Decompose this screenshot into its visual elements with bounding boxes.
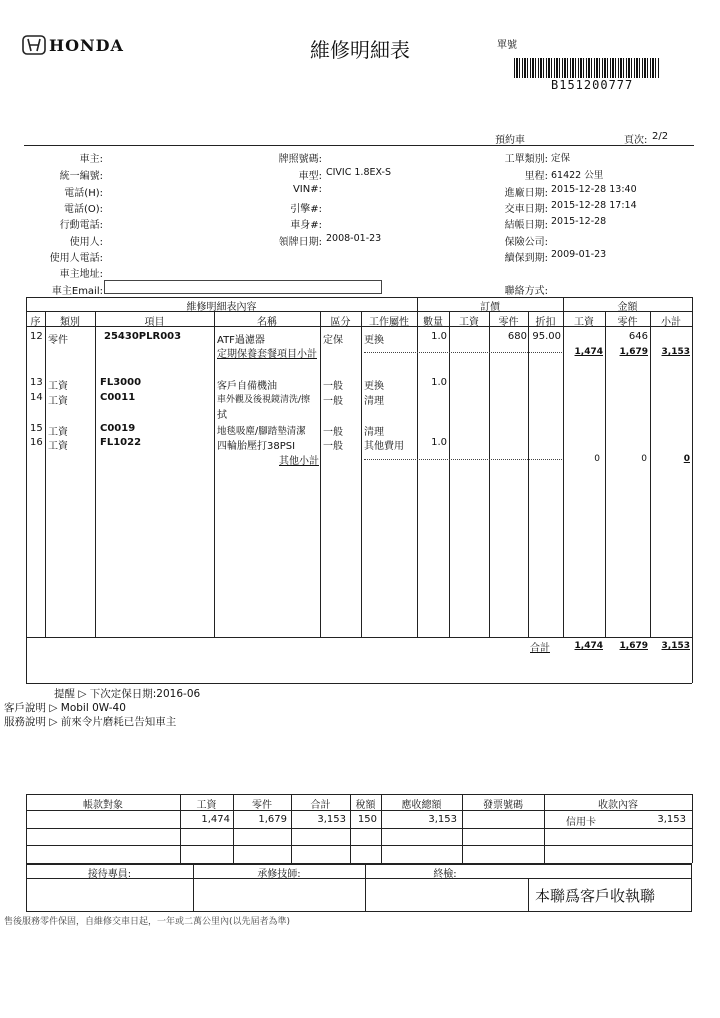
billing-tax: 150 [357,814,377,825]
row-name: 四輪胎壓打38PSI [217,441,296,452]
payment-amount: 3,153 [657,814,686,825]
other-subtotal-labor: 0 [594,454,600,464]
payment-method: 信用卡 [566,817,596,828]
billing-header-party: 帳款對象 [83,800,123,811]
col-header-amount-part: 零件 [617,317,638,328]
row-item: FL1022 [100,437,142,448]
triangle-right-icon: ▷ [78,688,87,700]
billing-right-edge [692,794,693,863]
table-right-edge [692,297,693,683]
renew-label: 續保到期: [504,253,548,264]
row-amount-part: 646 [628,331,648,342]
row-item: C0011 [100,392,136,403]
owner-email-field[interactable] [104,280,382,294]
phone-o-label: 電話(O): [63,204,103,215]
other-subtotal-sum: 0 [683,454,690,464]
license-date-label: 領牌日期: [278,237,322,248]
row-name: 地毯吸塵/腳踏墊清潔 [217,426,306,437]
warranty-note: 售後服務零件保固，自維修交車日起，一年或二萬公里內(以先屆者為準) [4,917,291,927]
user-phone-label: 使用人電話: [49,253,103,264]
row-price-part: 680 [507,331,527,342]
table-body-bottom-rule [26,637,692,638]
honda-logo [22,35,46,58]
owner-label: 車主: [79,154,103,165]
col-divider-plabor [489,311,490,637]
model-value: CIVIC 1.8EX-S [326,167,391,178]
reminder-text: 下次定保日期:2016-06 [89,688,201,700]
row-qty: 1.0 [431,331,447,342]
page-title: 維修明細表 [310,38,410,62]
row-item: C0019 [100,423,136,434]
reserve-label: 預約車 [495,135,525,146]
other-subtotal-dotted-rule [364,459,562,460]
insurance-label: 保險公司: [504,237,548,248]
brand-name: HONDA [49,36,124,55]
col-header-price-labor: 工資 [459,317,479,328]
col-header-qty: 數量 [423,317,443,328]
group-content-header: 維修明細表內容 [186,302,257,313]
row-category: 工資 [48,396,68,407]
col-divider-item [214,311,215,637]
barcode [514,58,660,78]
total-part: 1,679 [619,641,648,651]
delivery-date-label: 交車日期: [504,204,548,215]
row-item: FL3000 [100,377,142,388]
billing-row-rule-2 [26,845,692,846]
work-type-value: 定保 [551,153,571,164]
barcode-text: B151200777 [551,78,634,92]
col-divider-seq [45,311,46,637]
signature-divider [528,878,529,912]
col-divider-ppart [528,311,529,637]
honda-wing-icon [22,35,46,55]
col-divider-qty [417,297,418,637]
triangle-right-icon: ▷ [49,716,58,728]
body-label: 車身#: [290,220,322,231]
row-item: 25430PLR003 [104,331,182,342]
tax-id-label: 統一編號: [59,171,103,182]
billing-header-labor: 工資 [196,800,217,811]
subtotal-part: 1,679 [619,347,648,357]
user-label: 使用人: [69,237,103,248]
col-header-subtotal: 小計 [661,317,681,328]
total-labor: 1,474 [574,641,603,651]
customer-copy-label: 本聯爲客戶收執聯 [535,887,656,905]
col-header-amount-labor: 工資 [574,317,594,328]
owner-email-label: 車主Email: [51,286,103,297]
plate-label: 牌照號碼: [278,154,322,165]
close-date-label: 結帳日期: [504,220,548,231]
row-name: 客戶自備機油 [217,381,277,392]
row-category: 零件 [48,335,68,346]
row-qty: 1.0 [431,437,447,448]
row-attribute: 更換 [364,381,384,392]
col-divider-name [320,311,321,637]
other-subtotal-label: 其他小計 [279,456,319,467]
license-date-value: 2008-01-23 [326,233,382,244]
billing-header-tax: 稅額 [355,800,376,811]
billing-part: 1,679 [258,814,287,825]
col-divider-div [361,311,362,637]
row-seq: 14 [30,392,43,403]
col-divider-apart [650,311,651,637]
customer-note-line [4,700,126,715]
col-header-discount: 折扣 [535,317,556,328]
owner-addr-label: 車主地址: [59,269,103,280]
row-name: ATF過濾器 [217,335,265,346]
table-left-edge [26,297,27,683]
billing-header-payment: 收款內容 [598,800,638,811]
mobile-label: 行動電話: [59,220,103,231]
page-label: 頁次: [624,135,648,146]
close-date-value: 2015-12-28 [551,216,607,227]
row-division: 定保 [323,335,343,346]
mileage-label: 里程: [524,171,548,182]
row-qty: 1.0 [431,377,447,388]
customer-note-label: 客戶說明 [4,702,46,714]
group-price-header: 訂價 [480,302,500,313]
subtotal-dotted-rule [364,352,562,353]
mileage-value: 61422 公里 [551,170,604,181]
col-header-name: 名稱 [257,317,277,328]
triangle-right-icon: ▷ [49,702,58,714]
row-division: 一般 [323,396,343,407]
col-header-item: 項目 [144,317,165,328]
col-divider-qty2 [449,311,450,637]
col-header-attribute: 工作屬性 [369,317,409,328]
row-attribute: 其他費用 [364,441,404,452]
in-date-value: 2015-12-28 13:40 [551,184,637,195]
technician-label: 承修技師: [257,869,301,880]
service-note-text: 前來令片磨耗已告知車主 [60,716,177,728]
subtotal-labor: 1,474 [574,347,603,357]
billing-top-rule [26,794,692,795]
row-category: 工資 [48,427,68,438]
billing-header-invoice: 發票號碼 [483,800,523,811]
inspection-label: 終檢: [433,869,457,880]
row-category: 工資 [48,441,68,452]
total-label: 合計 [530,643,550,654]
row-name: 車外觀及後視鏡清洗/擦 [217,395,311,405]
total-sum: 3,153 [661,641,690,651]
billing-labor: 1,474 [201,814,230,825]
page-value: 2/2 [652,131,669,142]
row-seq: 12 [30,331,43,342]
in-date-label: 進廠日期: [504,188,548,199]
billing-header-part: 零件 [252,800,272,811]
model-label: 車型: [298,171,322,182]
col-header-price-part: 零件 [498,317,519,328]
reminder-line [54,686,200,701]
row-attribute: 清理 [364,427,384,438]
row-attribute: 更換 [364,335,384,346]
col-header-seq: 序 [30,317,41,328]
billing-receivable: 3,153 [428,814,457,825]
row-division: 一般 [323,427,343,438]
reminder-label: 提醒 [54,688,75,700]
work-type-label: 工單類別: [504,154,548,165]
col-header-category: 類別 [60,317,80,328]
doc-no-label: 單號 [497,40,517,51]
billing-header-total: 合計 [310,800,331,811]
row-attribute: 清理 [364,396,384,407]
row-seq: 15 [30,423,43,434]
billing-total: 3,153 [317,814,346,825]
engine-label: 引擎#: [290,204,322,215]
col-divider-cat [95,311,96,637]
row-seq: 16 [30,437,43,448]
row-category: 工資 [48,381,68,392]
row-seq: 13 [30,377,43,388]
contact-label: 聯絡方式: [504,286,548,297]
customer-note-text: Mobil 0W-40 [60,702,126,714]
service-note-label: 服務說明 [4,716,46,728]
receptionist-label: 接待專員: [87,869,132,880]
subtotal-label: 定期保養套餐項目小計 [217,349,317,360]
col-header-division: 區分 [330,317,351,328]
row-division: 一般 [323,441,343,452]
col-divider-alabor [605,311,606,637]
vin-label: VIN#: [292,184,322,195]
other-subtotal-part: 0 [641,454,647,464]
billing-row-rule [26,828,692,829]
row-discount: 95.00 [532,331,561,342]
top-rule [24,145,694,146]
group-amount-header: 金額 [617,302,638,313]
row-name-continued: 拭 [217,410,227,421]
renew-value: 2009-01-23 [551,249,607,260]
phone-h-label: 電話(H): [64,188,103,199]
subtotal-sum: 3,153 [661,347,690,357]
delivery-date-value: 2015-12-28 17:14 [551,200,637,211]
billing-header-receivable: 應收總額 [401,800,442,811]
service-note-line [4,714,176,729]
table-bottom-rule [26,683,692,684]
row-division: 一般 [323,381,343,392]
